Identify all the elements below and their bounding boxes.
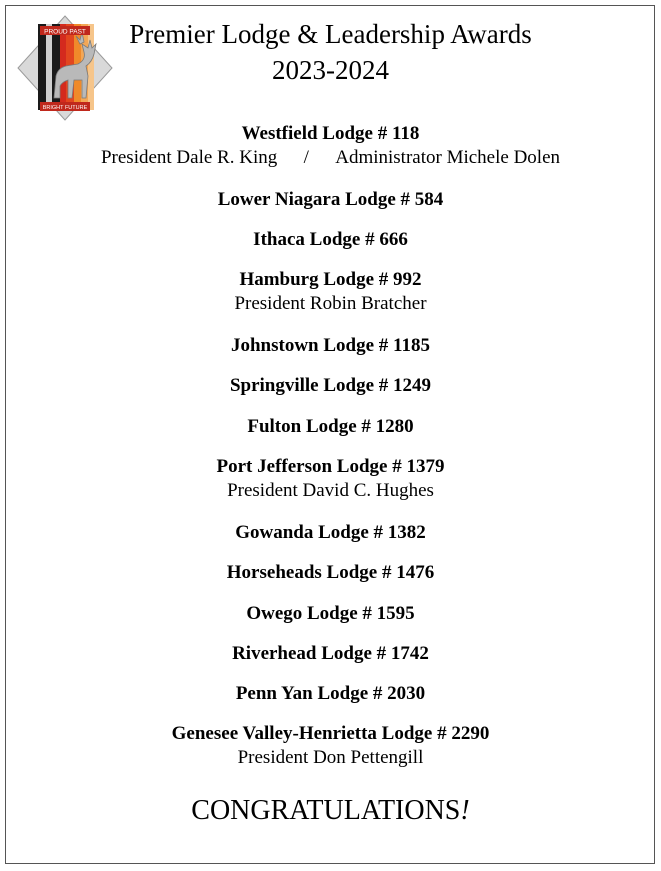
congratulations-text: CONGRATULATIONS (191, 795, 461, 826)
lodge-name: Genesee Valley-Henrietta Lodge # 2290 (171, 723, 490, 744)
lodge-name: Port Jefferson Lodge # 1379 (216, 456, 445, 477)
award-entry (0, 188, 661, 228)
award-entry (0, 334, 661, 374)
president-name: President Dale R. King (100, 147, 278, 168)
lodge-name: Hamburg Lodge # 992 (239, 269, 422, 290)
award-year: 2023-2024 (272, 55, 389, 85)
separator: / (303, 147, 309, 168)
award-entry (0, 268, 661, 334)
lodge-officers (0, 146, 661, 170)
lodge-name: Springville Lodge # 1249 (229, 375, 432, 396)
lodge-name: Lower Niagara Lodge # 584 (217, 189, 444, 210)
lodge-name: Ithaca Lodge # 666 (253, 229, 408, 250)
award-entry (0, 642, 661, 682)
lodge-name: Horseheads Lodge # 1476 (226, 562, 435, 583)
award-entry (0, 374, 661, 415)
lodge-name: Owego Lodge # 1595 (246, 603, 415, 624)
president-name: President David C. Hughes (227, 480, 434, 501)
lodge-name: Penn Yan Lodge # 2030 (235, 683, 426, 704)
award-entry (0, 561, 661, 602)
award-entry (0, 602, 661, 642)
page-title: Premier Lodge & Leadership Awards (129, 19, 532, 49)
award-entry (0, 722, 661, 788)
award-entry (0, 455, 661, 521)
award-entry (0, 122, 661, 188)
congratulations-message (0, 794, 661, 828)
administrator-name: Administrator Michele Dolen (335, 147, 561, 168)
lodge-name: Westfield Lodge # 118 (241, 123, 420, 144)
award-entry (0, 228, 661, 268)
president-name: President Don Pettengill (237, 747, 424, 768)
award-entry (0, 415, 661, 455)
exclamation-mark: ! (460, 795, 470, 826)
lodge-name: Fulton Lodge # 1280 (247, 416, 414, 437)
lodge-name: Gowanda Lodge # 1382 (235, 522, 426, 543)
logo-top-text: PROUD PAST (44, 28, 86, 36)
president-name: President Robin Bratcher (234, 293, 427, 314)
logo-bottom-text: BRIGHT FUTURE (42, 105, 88, 111)
lodge-name: Riverhead Lodge # 1742 (232, 643, 429, 664)
awards-list (0, 122, 661, 788)
award-entry (0, 521, 661, 561)
lodge-name: Johnstown Lodge # 1185 (230, 335, 431, 356)
award-entry (0, 682, 661, 722)
